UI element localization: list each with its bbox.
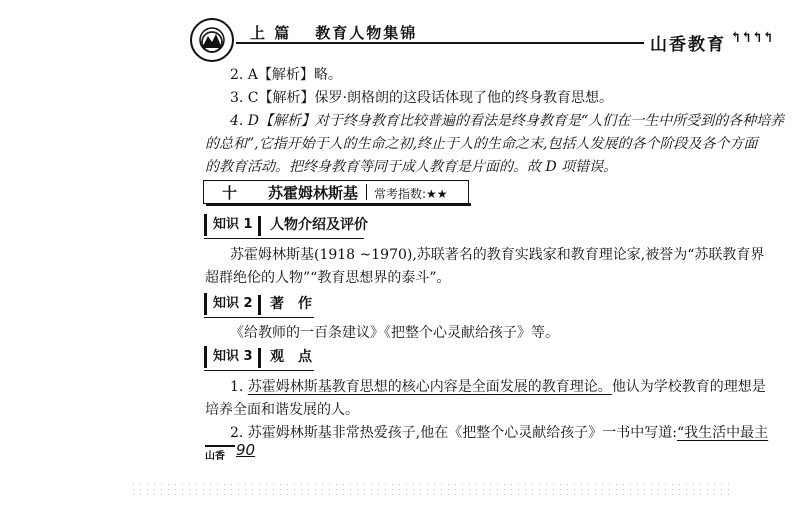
section-title-box bbox=[203, 180, 469, 204]
knowledge-1-bar bbox=[258, 216, 261, 236]
knowledge-3-bar bbox=[258, 348, 261, 368]
knowledge-2-title: 著 作 bbox=[270, 296, 312, 312]
section-title: 苏霍姆林斯基 bbox=[268, 184, 359, 202]
section-frequency: 常考指数:★★ bbox=[374, 187, 448, 201]
knowledge-2-label: 知识 2 bbox=[204, 293, 259, 315]
knowledge-1-header bbox=[204, 214, 764, 238]
knowledge-1-label: 知识 1 bbox=[204, 214, 259, 236]
header-title: 教育人物集锦 bbox=[315, 24, 418, 42]
knowledge-3-point-1-line2: 培养全面和谐发展的人。 bbox=[205, 402, 359, 418]
knowledge-2-line1: 《给教师的一百条建议》《把整个心灵献给孩子》等。 bbox=[230, 325, 559, 341]
knowledge-3-header bbox=[204, 346, 764, 370]
page-number: 90 bbox=[236, 441, 256, 459]
header-part: 上 篇 bbox=[250, 24, 292, 42]
knowledge-3-point-2 bbox=[230, 422, 768, 444]
knowledge-2-underline bbox=[204, 317, 314, 318]
answer-4-line3: 的教育活动。把终身教育等同于成人教育是片面的。故 D 项错误。 bbox=[205, 159, 618, 175]
answer-2: 2. A【解析】略。 bbox=[230, 67, 342, 83]
running-header bbox=[250, 22, 417, 43]
answer-4-line2: 的总和”,它指开始于人的生命之初,终止于人的生命之末,包括人发展的各个阶段及各个方面 bbox=[205, 136, 758, 152]
knowledge-1-line2: 超群绝伦的人物”“教育思想界的泰斗”。 bbox=[205, 270, 451, 286]
knowledge-1-title: 人物介绍及评价 bbox=[270, 217, 368, 233]
knowledge-3-title: 观 点 bbox=[270, 349, 312, 365]
point-2-prefix: 2. 苏霍姆林斯基非常热爱孩子,他在《把整个心灵献给孩子》一书中写道: bbox=[230, 425, 677, 441]
answer-3: 3. C【解析】保罗·朗格朗的这段话体现了他的终身教育思想。 bbox=[230, 90, 613, 106]
section-number: 十 bbox=[222, 184, 238, 202]
publisher-logo-icon bbox=[190, 18, 234, 62]
footer-brand-icon: 山香 bbox=[205, 445, 235, 459]
header-rule bbox=[236, 42, 644, 44]
knowledge-2-header bbox=[204, 293, 764, 317]
section-divider bbox=[366, 184, 367, 200]
knowledge-1-line1: 苏霍姆林斯基(1918 ~1970),苏联著名的教育实践家和教育理论家,被誉为“苏联教育界 bbox=[230, 247, 765, 263]
scan-noise bbox=[130, 482, 730, 496]
knowledge-1-underline bbox=[204, 238, 364, 239]
brand-name: 山香教育 bbox=[650, 35, 726, 55]
knowledge-2-bar bbox=[258, 295, 261, 315]
answer-4-line1: 4. D【解析】对于终身教育比较普遍的看法是终身教育是“人们在一生中所受到的各种培养 bbox=[230, 113, 785, 129]
point-1-prefix: 1. bbox=[230, 379, 248, 395]
point-1-key-sentence: 苏霍姆林斯基教育思想的核心内容是全面发展的教育理论。 bbox=[247, 379, 612, 395]
knowledge-3-label: 知识 3 bbox=[204, 346, 259, 368]
brand-decoration-icon: ↰↰↰↰ bbox=[730, 30, 773, 46]
point-2-quote: “我生活中最主 bbox=[676, 425, 769, 441]
point-1-suffix: 他认为学校教育的理想是 bbox=[611, 379, 766, 395]
knowledge-3-point-1 bbox=[230, 376, 766, 398]
knowledge-3-underline bbox=[204, 370, 314, 371]
